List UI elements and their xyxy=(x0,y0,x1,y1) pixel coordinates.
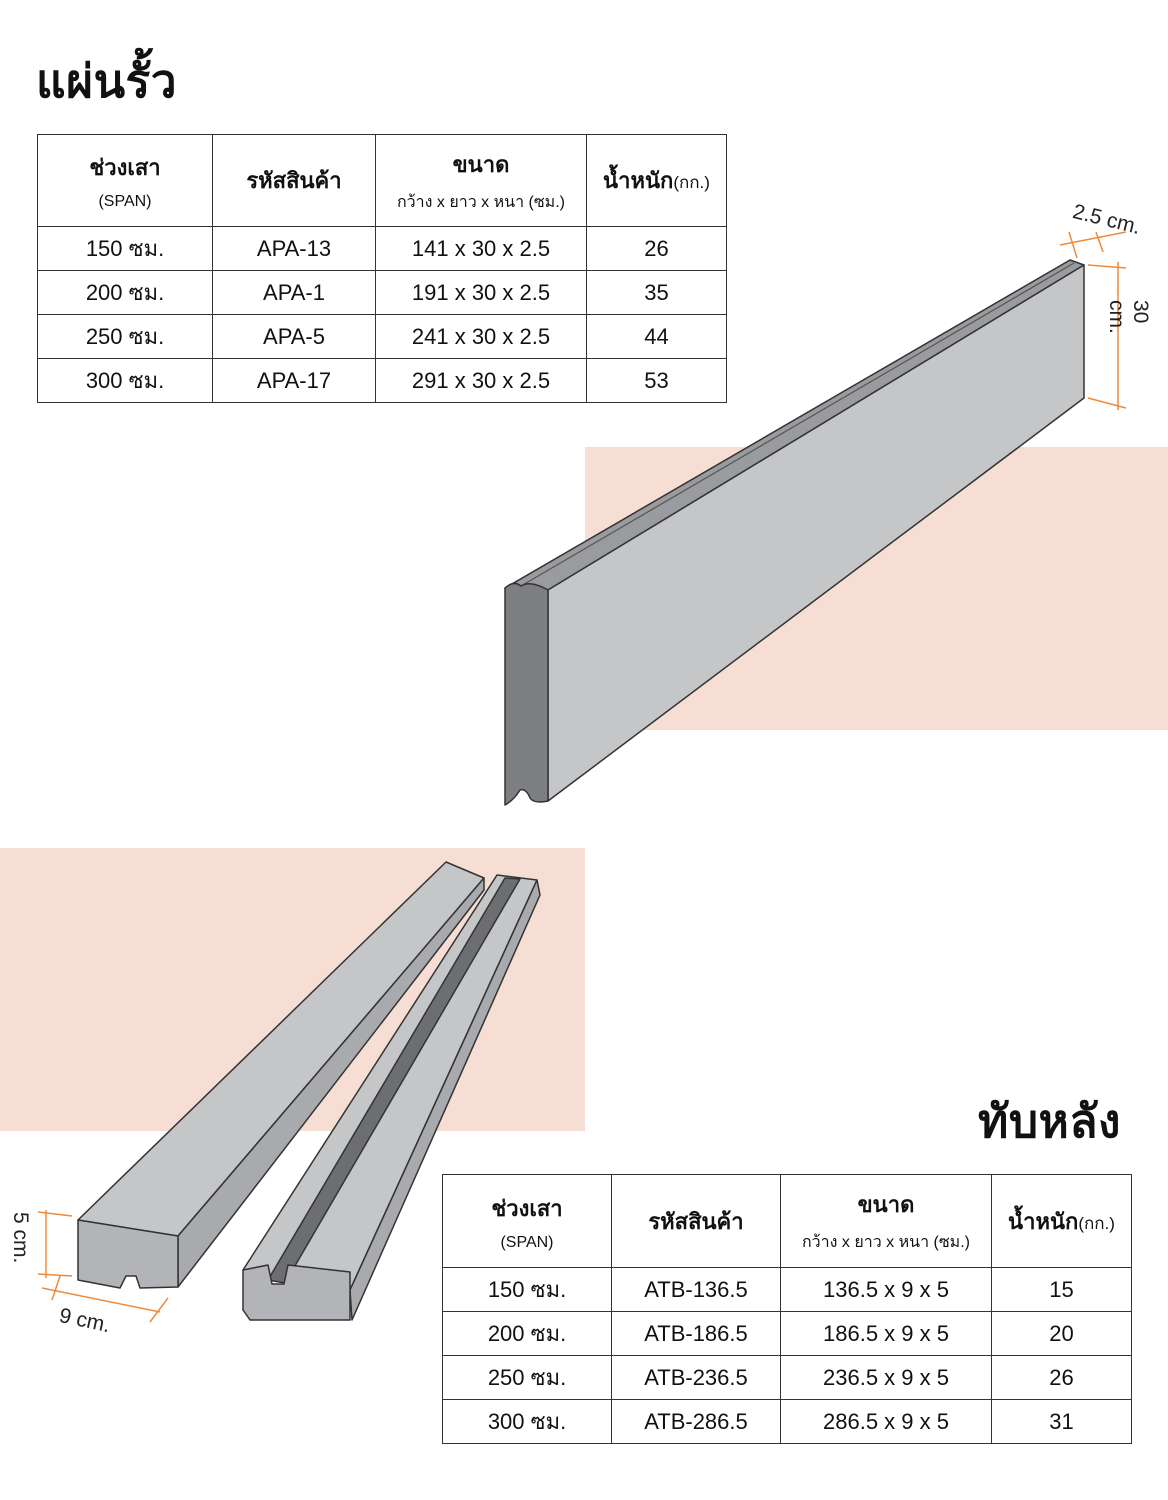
cell-size: 241 x 30 x 2.5 xyxy=(376,315,587,359)
cap-width-label: 9 cm. xyxy=(57,1304,113,1338)
cell-span: 200 ซม. xyxy=(38,271,213,315)
header-code: รหัสสินค้า xyxy=(612,1175,781,1268)
cell-code: APA-5 xyxy=(213,315,376,359)
cell-size: 136.5 x 9 x 5 xyxy=(781,1268,992,1312)
table-row xyxy=(443,1312,1132,1356)
fence-panel-illustration xyxy=(505,260,1084,805)
cell-weight: 31 xyxy=(992,1400,1132,1444)
cell-weight: 20 xyxy=(992,1312,1132,1356)
header-size: ขนาด กว้าง x ยาว x หนา (ซม.) xyxy=(781,1175,992,1268)
cell-size: 236.5 x 9 x 5 xyxy=(781,1356,992,1400)
cell-size: 286.5 x 9 x 5 xyxy=(781,1400,992,1444)
cell-weight: 15 xyxy=(992,1268,1132,1312)
cell-span: 250 ซม. xyxy=(443,1356,612,1400)
cell-span: 300 ซม. xyxy=(443,1400,612,1444)
header-code: รหัสสินค้า xyxy=(213,135,376,227)
cell-weight: 26 xyxy=(587,227,727,271)
cell-span: 200 ซม. xyxy=(443,1312,612,1356)
header-size: ขนาด กว้าง x ยาว x หนา (ซม.) xyxy=(376,135,587,227)
header-weight: น้ำหนัก(กก.) xyxy=(587,135,727,227)
cell-code: ATB-286.5 xyxy=(612,1400,781,1444)
cell-span: 250 ซม. xyxy=(38,315,213,359)
cell-code: ATB-136.5 xyxy=(612,1268,781,1312)
cell-weight: 44 xyxy=(587,315,727,359)
cell-size: 191 x 30 x 2.5 xyxy=(376,271,587,315)
header-span: ช่วงเสา (SPAN) xyxy=(443,1175,612,1268)
panel-section-title: แผ่นรั้ว xyxy=(36,54,178,108)
header-span: ช่วงเสา (SPAN) xyxy=(38,135,213,227)
panel-height-label: 30 cm. xyxy=(1105,300,1152,334)
cell-code: ATB-236.5 xyxy=(612,1356,781,1400)
header-weight: น้ำหนัก(กก.) xyxy=(992,1175,1132,1268)
cap-spec-table xyxy=(442,1174,1132,1444)
cell-weight: 53 xyxy=(587,359,727,403)
table-row xyxy=(443,1356,1132,1400)
cell-size: 186.5 x 9 x 5 xyxy=(781,1312,992,1356)
cell-code: ATB-186.5 xyxy=(612,1312,781,1356)
cap-section-title: ทับหลัง xyxy=(978,1094,1121,1148)
cell-span: 150 ซม. xyxy=(38,227,213,271)
cell-weight: 26 xyxy=(992,1356,1132,1400)
cell-code: APA-1 xyxy=(213,271,376,315)
cell-size: 141 x 30 x 2.5 xyxy=(376,227,587,271)
cell-code: APA-17 xyxy=(213,359,376,403)
cell-span: 300 ซม. xyxy=(38,359,213,403)
cell-weight: 35 xyxy=(587,271,727,315)
cell-size: 291 x 30 x 2.5 xyxy=(376,359,587,403)
panel-thickness-label: 2.5 cm. xyxy=(1070,200,1143,239)
table-row xyxy=(443,1268,1132,1312)
cell-span: 150 ซม. xyxy=(443,1268,612,1312)
cell-code: APA-13 xyxy=(213,227,376,271)
cap-height-label: 5 cm. xyxy=(9,1212,32,1264)
table-row xyxy=(443,1400,1132,1444)
